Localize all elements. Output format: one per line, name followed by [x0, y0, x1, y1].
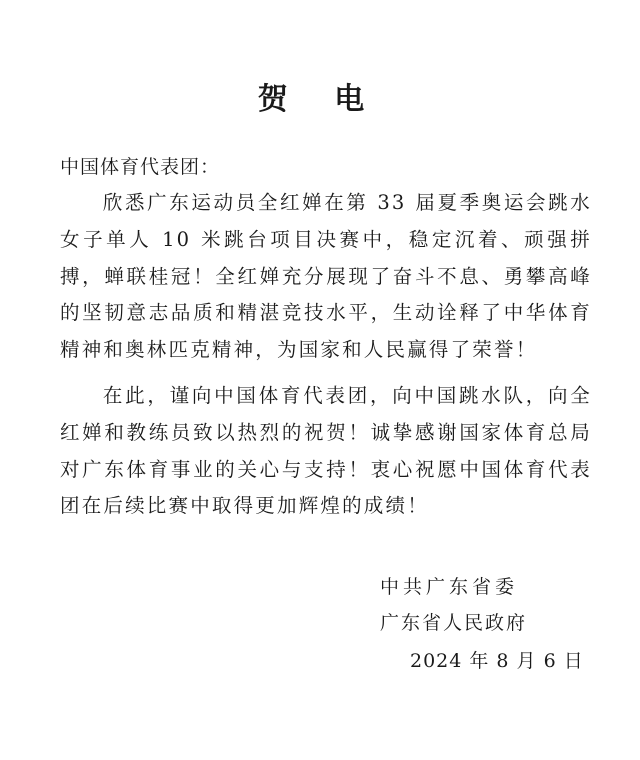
document-title: 贺 电 — [257, 82, 383, 117]
signature-date: 2024 年 8 月 6 日 — [410, 650, 584, 672]
body-paragraph-1: 欣悉广东运动员全红婵在第 33 届夏季奥运会跳水女子单人 10 米跳台项目决赛中，稳定沉着、顽强拼搏，蝉联桂冠！全红婵充分展现了奋斗不息、勇攀高峰的坚韧意志品质和精湛竞技水平，生动诠释了中华体育精神和奥林匹克精神，为国家和人民赢得了荣誉！ — [60, 191, 592, 362]
salutation: 中国体育代表团： — [60, 156, 221, 178]
body-paragraph-2: 在此，谨向中国体育代表团，向中国跳水队，向全红婵和教练员致以热烈的祝贺！诚挚感谢国家体育总局对广东体育事业的关心与支持！衷心祝愿中国体育代表团在后续比赛中取得更加辉煌的成绩！ — [60, 384, 592, 518]
signature-org-party-committee: 中共广东省委 — [380, 576, 519, 598]
signature-org-government: 广东省人民政府 — [380, 612, 528, 634]
